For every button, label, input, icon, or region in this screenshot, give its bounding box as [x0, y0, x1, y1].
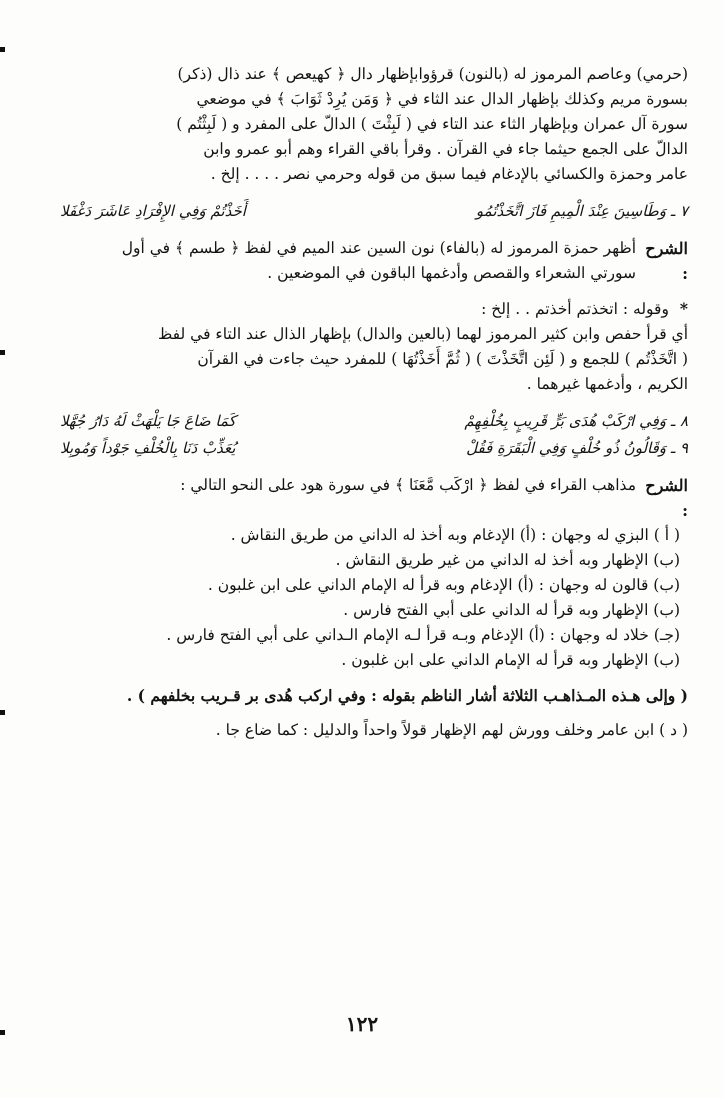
options-list: [60, 523, 688, 673]
margin-mark-2: [0, 350, 5, 355]
verse-7-second-hemistich: أَخَذْتُمْ وَفِي الإِفْرَادِ عَاشَرَ دَغْفَلا: [60, 202, 246, 220]
verse-9: [60, 436, 688, 461]
commentary-2-label: الشرح :: [645, 476, 688, 520]
note-line-1: أي قرأ حفص وابن كثير المرموز لهما (بالعين والدال) بإظهار الذال عند التاء في لفظ: [157, 325, 688, 343]
commentary-1-line-1: أظهر حمزة المرموز له (بالفاء) نون السين عند الميم في لفظ ﴿ طسم ﴾ في أول: [121, 239, 636, 257]
verse-8-second-hemistich: كَمَا ضَاعَ جَا يَلْهَثْ لَهُ دَارُ جُهَّلا: [60, 412, 236, 430]
commentary-2-line-1: مذاهب القراء في لفظ ﴿ ارْكَب مَّعَنَا ﴾ في سورة هود على النحو التالي :: [180, 476, 636, 494]
verse-8-first-hemistich: ٨ ـ وَفِي ارْكَبْ هُدَى بَرٍّ قَرِيبٍ بِخُلْفِهِمْ: [464, 412, 688, 430]
margin-mark-3: [0, 710, 5, 715]
option-item: (ب) الإظهار وبه قرأ له الداني على أبي الفتح فارس .: [343, 601, 680, 619]
option-item: (ب) قالون له وجهان : (أ) الإدغام وبه قرأ له الإمام الداني على ابن غلبون .: [207, 576, 680, 594]
option-item: (جـ) خلاد له وجهان : (أ) الإدغام وبـه قرأ لـه الإمام الـداني على أبي الفتح فارس .: [166, 626, 680, 644]
last-item: ( د ) ابن عامر وخلف وورش لهم الإظهار قولاً واحداً والدليل : كما ضاع جا .: [215, 721, 688, 739]
verse-9-second-hemistich: يُعَذِّبْ دَنَا بِالْخُلْفِ جَوْداً وَمُوبِلا: [60, 439, 236, 457]
verse-7: [60, 199, 688, 224]
verse-7-first-hemistich: ٧ ـ وَطَاسِينَ عِنْدَ الْمِيمِ فَازَ اتَّخَذْتُمُو: [475, 202, 688, 220]
commentary-1-label: الشرح :: [645, 239, 688, 283]
intro-paragraph: [60, 62, 688, 187]
commentary-1-line-2: سورتي الشعراء والقصص وأدغمها الباقون في الموضعين .: [267, 264, 636, 282]
option-item: (ب) الإظهار وبه قرأ له الإمام الداني على ابن غلبون .: [341, 651, 680, 669]
note-heading-text: وقوله : اتخذتم أخذتم . . إلخ :: [481, 300, 669, 318]
page-content: [60, 62, 688, 743]
intro-line-1: (حرمي) وعاصم المرموز له (بالنون) قرؤوابإظهار دال ﴿ كهيعص ﴾ عند ذال (ذكر): [177, 65, 688, 83]
page-number: ١٢٢: [345, 1012, 379, 1036]
commentary-1: [60, 236, 688, 286]
note-heading: [60, 296, 688, 322]
intro-line-3: سورة آل عمران وبإظهار الثاء عند التاء في ( لَبِثْتَ ) الدالّ على المفرد و ( لَبِثْتُم ): [176, 115, 688, 133]
verse-9-first-hemistich: ٩ ـ وَقَالُونُ ذُو خُلْفٍ وَفِي الْبَقَرَةِ فَقُلْ: [466, 439, 688, 457]
option-item: ( أ ) البزي له وجهان : (أ) الإدغام وبه أخذ له الداني من طريق النقاش .: [230, 526, 680, 544]
intro-line-5: عامر وحمزة والكسائي بالإدغام فيما سبق من قوله وحرمي نصر . . . . إلخ .: [210, 165, 688, 183]
note-line-3: الكريم ، وأدغمها غيرهما .: [526, 375, 688, 393]
margin-mark-1: [0, 47, 5, 52]
intro-line-4: الدالّ على الجمع حيثما جاء في القرآن . وقرأ باقي القراء وهم أبو عمرو وابن: [203, 140, 688, 158]
commentary-2: [60, 473, 688, 523]
verse-8: [60, 409, 688, 434]
summary-line: ( وإلى هـذه المـذاهـب الثلاثة أشار الناظم بقوله : وفي اركب هُدى بر قـريب بخلفهم ) .: [126, 686, 688, 705]
note-line-2: ( اتَّخَذْتُم ) للجمع و ( لَئِن اتَّخَذْتَ ) ( ثُمَّ أَخَذْتُهَا ) للمفرد حيث جاءت في القرآن: [197, 350, 688, 368]
star-marker: *: [679, 299, 688, 318]
option-item: (ب) الإظهار وبه أخذ له الداني من غير طريق النقاش .: [335, 551, 680, 569]
intro-line-2: بسورة مريم وكذلك بإظهار الدال عند الثاء في ﴿ وَمَن يُرِدْ ثَوَابَ ﴾ في موضعي: [196, 90, 688, 108]
